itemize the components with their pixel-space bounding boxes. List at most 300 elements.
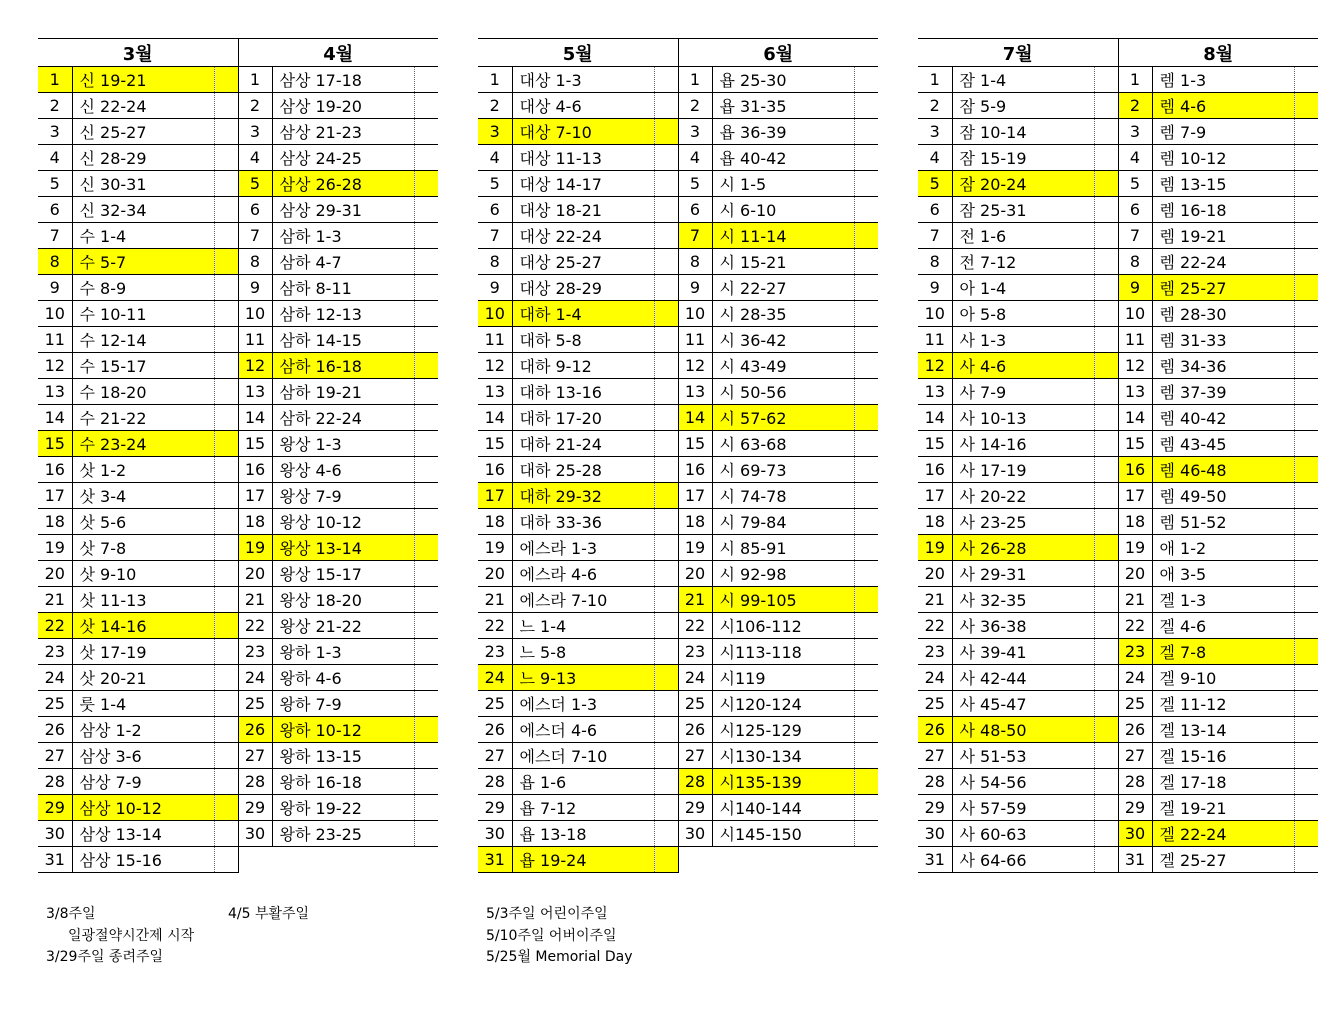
table-row: [478, 119, 878, 145]
reading-cell: 잠 10-14: [952, 119, 1094, 145]
day-number: 7: [478, 223, 512, 249]
day-number: 20: [38, 561, 72, 587]
day-number: 26: [238, 717, 272, 743]
day-number: 4: [918, 145, 952, 171]
check-cell: [1294, 327, 1318, 353]
check-cell: [1094, 171, 1118, 197]
day-number: 7: [38, 223, 72, 249]
day-number: 23: [238, 639, 272, 665]
check-cell: [214, 847, 238, 873]
day-number: 15: [1118, 431, 1152, 457]
reading-cell: 아 5-8: [952, 301, 1094, 327]
check-cell: [1294, 405, 1318, 431]
reading-cell: 수 21-22: [72, 405, 214, 431]
table-row: [38, 223, 438, 249]
table-row: [38, 561, 438, 587]
table-row: [38, 665, 438, 691]
notes-april: [228, 904, 309, 926]
table-row: [478, 795, 878, 821]
day-number: 24: [238, 665, 272, 691]
reading-cell: 사 7-9: [952, 379, 1094, 405]
reading-cell: 삿 1-2: [72, 457, 214, 483]
day-number: 7: [238, 223, 272, 249]
table-row: [918, 223, 1318, 249]
day-number: 10: [1118, 301, 1152, 327]
reading-cell: 신 32-34: [72, 197, 214, 223]
reading-cell: 수 23-24: [72, 431, 214, 457]
table-row: [478, 665, 878, 691]
reading-cell: 대하 1-4: [512, 301, 654, 327]
reading-cell: 대하 9-12: [512, 353, 654, 379]
day-number: 18: [918, 509, 952, 535]
check-cell: [854, 223, 878, 249]
table-row: [918, 327, 1318, 353]
reading-cell: 삼하 12-13: [272, 301, 414, 327]
reading-cell: 시135-139: [712, 769, 854, 795]
note-march-3: 3/29주일 종려주일: [46, 949, 164, 965]
check-cell: [414, 665, 438, 691]
reading-cell: 대하 29-32: [512, 483, 654, 509]
day-number: 24: [38, 665, 72, 691]
table-row: [38, 145, 438, 171]
table-row: [918, 587, 1318, 613]
check-cell: [414, 223, 438, 249]
check-cell: [1094, 145, 1118, 171]
check-cell: [214, 769, 238, 795]
reading-cell: 욥 7-12: [512, 795, 654, 821]
check-cell: [654, 743, 678, 769]
check-cell: [1294, 457, 1318, 483]
day-number: 23: [38, 639, 72, 665]
reading-cell: 왕하 10-12: [272, 717, 414, 743]
table-row: [918, 717, 1318, 743]
check-cell: [1094, 743, 1118, 769]
table-row: [478, 691, 878, 717]
day-number: 18: [1118, 509, 1152, 535]
day-number: 2: [238, 93, 272, 119]
check-cell: [414, 769, 438, 795]
reading-cell: 삼상 24-25: [272, 145, 414, 171]
reading-cell: 렘 40-42: [1152, 405, 1294, 431]
check-cell: [854, 769, 878, 795]
reading-cell: 삿 11-13: [72, 587, 214, 613]
reading-cell: 잠 15-19: [952, 145, 1094, 171]
check-cell: [214, 93, 238, 119]
day-number: 20: [238, 561, 272, 587]
check-cell: [414, 457, 438, 483]
reading-cell: 사 39-41: [952, 639, 1094, 665]
check-cell: [854, 639, 878, 665]
check-cell: [1094, 249, 1118, 275]
month-header: 5월: [478, 39, 678, 67]
table-row: [918, 301, 1318, 327]
day-number: 17: [678, 483, 712, 509]
check-cell: [854, 93, 878, 119]
table-row: [918, 769, 1318, 795]
day-number: 14: [478, 405, 512, 431]
table-row: [38, 327, 438, 353]
day-number: 1: [1118, 67, 1152, 93]
check-cell: [1294, 509, 1318, 535]
table-row: [38, 587, 438, 613]
reading-cell: 사 32-35: [952, 587, 1094, 613]
check-cell: [214, 171, 238, 197]
month-pair-table: [918, 38, 1318, 873]
check-cell: [1294, 431, 1318, 457]
check-cell: [1094, 691, 1118, 717]
reading-cell: 전 1-6: [952, 223, 1094, 249]
table-row: [918, 119, 1318, 145]
day-number: 20: [918, 561, 952, 587]
day-number: 21: [478, 587, 512, 613]
check-cell: [414, 67, 438, 93]
day-number: 28: [918, 769, 952, 795]
day-number: 30: [678, 821, 712, 847]
check-cell: [854, 275, 878, 301]
day-number: 9: [918, 275, 952, 301]
day-number: 19: [478, 535, 512, 561]
reading-cell: 겔 7-8: [1152, 639, 1294, 665]
table-row: [918, 249, 1318, 275]
table-row: [478, 431, 878, 457]
reading-cell: 렘 46-48: [1152, 457, 1294, 483]
reading-cell: 사 60-63: [952, 821, 1094, 847]
day-number: 19: [678, 535, 712, 561]
check-cell: [654, 665, 678, 691]
reading-cell: 아 1-4: [952, 275, 1094, 301]
reading-cell: 렘 19-21: [1152, 223, 1294, 249]
check-cell: [414, 483, 438, 509]
check-cell: [1094, 93, 1118, 119]
check-cell: [214, 327, 238, 353]
table-row: [38, 821, 438, 847]
reading-cell: 시 57-62: [712, 405, 854, 431]
check-cell: [854, 743, 878, 769]
check-cell: [414, 691, 438, 717]
day-number: 13: [1118, 379, 1152, 405]
reading-cell: 삼상 26-28: [272, 171, 414, 197]
day-number: 28: [678, 769, 712, 795]
day-number: 24: [678, 665, 712, 691]
day-number: 3: [1118, 119, 1152, 145]
day-number: 14: [678, 405, 712, 431]
day-number: 3: [678, 119, 712, 145]
reading-cell: 겔 4-6: [1152, 613, 1294, 639]
reading-cell: 전 7-12: [952, 249, 1094, 275]
day-number: 22: [1118, 613, 1152, 639]
check-cell: [854, 145, 878, 171]
reading-cell: 시140-144: [712, 795, 854, 821]
reading-cell: 느 1-4: [512, 613, 654, 639]
day-number: 13: [38, 379, 72, 405]
day-number: 5: [478, 171, 512, 197]
reading-cell: 잠 5-9: [952, 93, 1094, 119]
reading-cell: 삼하 8-11: [272, 275, 414, 301]
day-number: 22: [918, 613, 952, 639]
reading-cell: 삿 9-10: [72, 561, 214, 587]
reading-cell: 왕상 15-17: [272, 561, 414, 587]
reading-cell: 렘 10-12: [1152, 145, 1294, 171]
table-row: [918, 353, 1318, 379]
table-row: [478, 275, 878, 301]
table-row: [38, 275, 438, 301]
check-cell: [654, 821, 678, 847]
reading-cell: 시125-129: [712, 717, 854, 743]
check-cell: [1294, 769, 1318, 795]
day-number: 29: [38, 795, 72, 821]
reading-cell: 사 45-47: [952, 691, 1094, 717]
check-cell: [1294, 275, 1318, 301]
reading-cell: 룻 1-4: [72, 691, 214, 717]
check-cell: [1094, 587, 1118, 613]
check-cell: [414, 275, 438, 301]
day-number: 24: [918, 665, 952, 691]
table-row: [38, 119, 438, 145]
check-cell: [854, 67, 878, 93]
reading-cell: 왕상 4-6: [272, 457, 414, 483]
check-cell: [654, 405, 678, 431]
table-row: [38, 379, 438, 405]
check-cell: [1294, 847, 1318, 873]
day-number: 4: [38, 145, 72, 171]
table-row: [918, 535, 1318, 561]
table-row: [918, 639, 1318, 665]
day-number: 20: [678, 561, 712, 587]
day-number: 2: [478, 93, 512, 119]
reading-cell: 시 22-27: [712, 275, 854, 301]
check-cell: [1294, 821, 1318, 847]
check-cell: [1294, 301, 1318, 327]
day-number: 6: [238, 197, 272, 223]
reading-cell: 시145-150: [712, 821, 854, 847]
check-cell: [654, 535, 678, 561]
reading-cell: 욥 31-35: [712, 93, 854, 119]
check-cell: [1294, 717, 1318, 743]
reading-cell: 겔 22-24: [1152, 821, 1294, 847]
check-cell: [1094, 769, 1118, 795]
check-cell: [854, 509, 878, 535]
day-number: 11: [38, 327, 72, 353]
check-cell: [1294, 93, 1318, 119]
day-number: 1: [478, 67, 512, 93]
empty-cell: [678, 847, 878, 873]
table-row: [478, 197, 878, 223]
day-number: 10: [918, 301, 952, 327]
day-number: 12: [38, 353, 72, 379]
day-number: 26: [918, 717, 952, 743]
check-cell: [1294, 535, 1318, 561]
check-cell: [214, 431, 238, 457]
reading-cell: 수 15-17: [72, 353, 214, 379]
reading-cell: 삿 5-6: [72, 509, 214, 535]
check-cell: [214, 197, 238, 223]
day-number: 20: [478, 561, 512, 587]
check-cell: [214, 145, 238, 171]
check-cell: [1094, 457, 1118, 483]
day-number: 15: [238, 431, 272, 457]
check-cell: [414, 717, 438, 743]
check-cell: [214, 353, 238, 379]
day-number: 11: [478, 327, 512, 353]
reading-cell: 삿 7-8: [72, 535, 214, 561]
check-cell: [414, 379, 438, 405]
day-number: 26: [1118, 717, 1152, 743]
table-row: [38, 795, 438, 821]
note-may-3: 5/25월 Memorial Day: [486, 949, 633, 965]
reading-cell: 삼상 17-18: [272, 67, 414, 93]
table-row: [38, 353, 438, 379]
check-cell: [854, 613, 878, 639]
table-row: [918, 457, 1318, 483]
reading-cell: 수 8-9: [72, 275, 214, 301]
day-number: 22: [238, 613, 272, 639]
reading-cell: 신 22-24: [72, 93, 214, 119]
reading-cell: 왕하 7-9: [272, 691, 414, 717]
check-cell: [1094, 821, 1118, 847]
check-cell: [654, 795, 678, 821]
day-number: 6: [678, 197, 712, 223]
reading-cell: 삼상 29-31: [272, 197, 414, 223]
check-cell: [1094, 301, 1118, 327]
check-cell: [1294, 691, 1318, 717]
check-cell: [414, 301, 438, 327]
check-cell: [1294, 483, 1318, 509]
reading-cell: 시 28-35: [712, 301, 854, 327]
reading-cell: 삿 17-19: [72, 639, 214, 665]
day-number: 31: [1118, 847, 1152, 873]
reading-cell: 잠 20-24: [952, 171, 1094, 197]
table-row: [38, 171, 438, 197]
reading-cell: 대상 14-17: [512, 171, 654, 197]
reading-cell: 사 57-59: [952, 795, 1094, 821]
day-number: 16: [678, 457, 712, 483]
reading-cell: 대하 25-28: [512, 457, 654, 483]
day-number: 9: [678, 275, 712, 301]
day-number: 25: [918, 691, 952, 717]
table-row: [478, 301, 878, 327]
table-row: [918, 197, 1318, 223]
note-march-2: 일광절약시간제 시작: [68, 927, 195, 944]
day-number: 2: [918, 93, 952, 119]
note-march-1: 3/8주일: [46, 906, 96, 922]
check-cell: [654, 379, 678, 405]
reading-cell: 시 1-5: [712, 171, 854, 197]
reading-cell: 렘 37-39: [1152, 379, 1294, 405]
table-row: [478, 93, 878, 119]
day-number: 28: [238, 769, 272, 795]
reading-cell: 수 5-7: [72, 249, 214, 275]
table-jul-aug: [918, 38, 1318, 873]
table-row: [918, 691, 1318, 717]
check-cell: [414, 327, 438, 353]
day-number: 27: [478, 743, 512, 769]
reading-cell: 욥 40-42: [712, 145, 854, 171]
reading-cell: 겔 13-14: [1152, 717, 1294, 743]
day-number: 12: [918, 353, 952, 379]
reading-cell: 삼상 19-20: [272, 93, 414, 119]
day-number: 6: [1118, 197, 1152, 223]
table-may-jun: [478, 38, 878, 873]
day-number: 8: [918, 249, 952, 275]
day-number: 29: [1118, 795, 1152, 821]
reading-cell: 욥 19-24: [512, 847, 654, 873]
notes-mar-apr: [46, 904, 194, 969]
reading-cell: 렘 49-50: [1152, 483, 1294, 509]
table-row: [478, 67, 878, 93]
check-cell: [654, 431, 678, 457]
check-cell: [1294, 613, 1318, 639]
check-cell: [414, 639, 438, 665]
check-cell: [854, 327, 878, 353]
day-number: 1: [238, 67, 272, 93]
check-cell: [1094, 431, 1118, 457]
check-cell: [1294, 197, 1318, 223]
day-number: 3: [918, 119, 952, 145]
table-row: [918, 665, 1318, 691]
check-cell: [854, 457, 878, 483]
reading-cell: 삿 3-4: [72, 483, 214, 509]
reading-cell: 사 17-19: [952, 457, 1094, 483]
reading-cell: 사 10-13: [952, 405, 1094, 431]
reading-cell: 대상 18-21: [512, 197, 654, 223]
reading-cell: 렘 51-52: [1152, 509, 1294, 535]
check-cell: [1094, 67, 1118, 93]
day-number: 11: [678, 327, 712, 353]
reading-cell: 시119: [712, 665, 854, 691]
reading-cell: 겔 17-18: [1152, 769, 1294, 795]
table-mar-apr: [38, 38, 438, 873]
check-cell: [854, 353, 878, 379]
check-cell: [654, 93, 678, 119]
reading-cell: 시 36-42: [712, 327, 854, 353]
day-number: 14: [918, 405, 952, 431]
table-row: [38, 639, 438, 665]
reading-cell: 대하 13-16: [512, 379, 654, 405]
day-number: 30: [478, 821, 512, 847]
note-april-1: 4/5 부활주일: [228, 906, 310, 922]
reading-cell: 렘 16-18: [1152, 197, 1294, 223]
day-number: 27: [678, 743, 712, 769]
check-cell: [854, 483, 878, 509]
check-cell: [414, 353, 438, 379]
reading-cell: 잠 25-31: [952, 197, 1094, 223]
reading-cell: 애 1-2: [1152, 535, 1294, 561]
check-cell: [214, 249, 238, 275]
check-cell: [414, 431, 438, 457]
day-number: 31: [38, 847, 72, 873]
check-cell: [414, 535, 438, 561]
check-cell: [414, 197, 438, 223]
reading-cell: 삼상 1-2: [72, 717, 214, 743]
day-number: 10: [238, 301, 272, 327]
table-row: [38, 431, 438, 457]
reading-cell: 렘 31-33: [1152, 327, 1294, 353]
reading-cell: 사 14-16: [952, 431, 1094, 457]
day-number: 13: [478, 379, 512, 405]
day-number: 16: [918, 457, 952, 483]
check-cell: [214, 613, 238, 639]
day-number: 13: [678, 379, 712, 405]
check-cell: [214, 119, 238, 145]
reading-cell: 대하 5-8: [512, 327, 654, 353]
day-number: 19: [918, 535, 952, 561]
reading-cell: 사 1-3: [952, 327, 1094, 353]
day-number: 9: [478, 275, 512, 301]
table-row: [478, 223, 878, 249]
day-number: 4: [1118, 145, 1152, 171]
reading-cell: 대상 11-13: [512, 145, 654, 171]
table-row: [478, 457, 878, 483]
